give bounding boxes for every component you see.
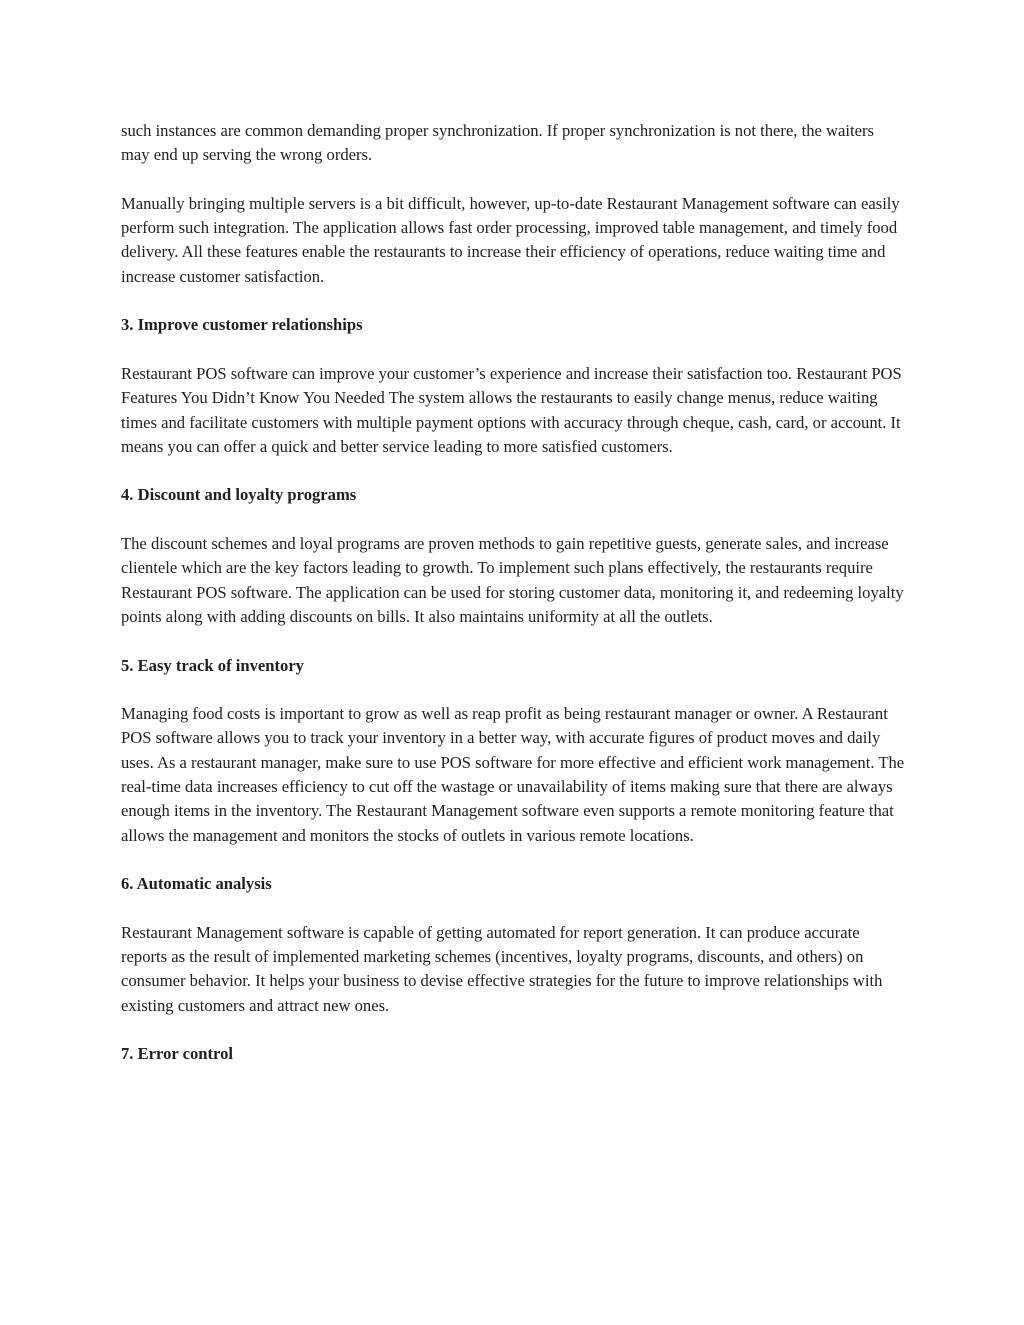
heading-discount-loyalty-programs: 4. Discount and loyalty programs — [121, 485, 357, 505]
paragraph-sync-continuation: such instances are common demanding proper synchronization. If proper synchronization is not there, the waiters may end up serving the wrong orders. — [121, 121, 874, 165]
document-page — [121, 119, 906, 1091]
paragraph-automatic-analysis: Restaurant Management software is capable of getting automated for report generation. It can produce accurate reports as the result of implemented marketing schemes (incentives, loyalty programs, discounts, and others) on consumer behavior. It helps your business to devise effective strategies for the future to improve relationships with existing customers and attract new ones. — [121, 922, 883, 1015]
paragraph-discount-loyalty: The discount schemes and loyal programs are proven methods to gain repetitive guests, generate sales, and increase clientele which are the key factors leading to growth. To implement such plans effectively, the restaurants require Restaurant POS software. The application can be used for storing customer data, monitoring it, and redeeming loyalty points along with adding discounts on bills. It also maintains uniformity at all the outlets. — [121, 534, 904, 626]
heading-error-control: 7. Error control — [121, 1044, 233, 1064]
heading-automatic-analysis: 6. Automatic analysis — [121, 874, 272, 894]
paragraph-customer-relationships: Restaurant POS software can improve your customer’s experience and increase their satisfaction too. Restaurant POS Features You Didn’t Know You Needed The system allows the restaurants to easily change menus, reduce waiting times and facilitate customers with multiple payment options with accuracy through cheque, cash, card, or account. It means you can offer a quick and better service leading to more satisfied customers. — [121, 363, 902, 456]
heading-easy-track-inventory: 5. Easy track of inventory — [121, 655, 304, 675]
paragraph-inventory: Managing food costs is important to grow as well as reap profit as being restaurant manager or owner. A Restaurant POS software allows you to track your inventory in a better way, with accurate figures of product moves and daily uses. As a restaurant manager, make sure to use POS software for more effective and efficient work management. The real-time data increases efficiency to cut off the wastage or unavailability of items making sure that there are always enough items in the inventory. The Restaurant Management software even supports a remote monitoring feature that allows the management and monitors the stocks of outlets in various remote locations. — [121, 704, 905, 845]
paragraph-multiple-servers: Manually bringing multiple servers is a bit difficult, however, up-to-date Restaurant Management software can easily perform such integration. The application allows fast order processing, improved table management, and timely food delivery. All these features enable the restaurants to increase their efficiency of operations, reduce waiting time and increase customer satisfaction. — [121, 193, 900, 286]
heading-improve-customer-relationships: 3. Improve customer relationships — [121, 315, 363, 335]
